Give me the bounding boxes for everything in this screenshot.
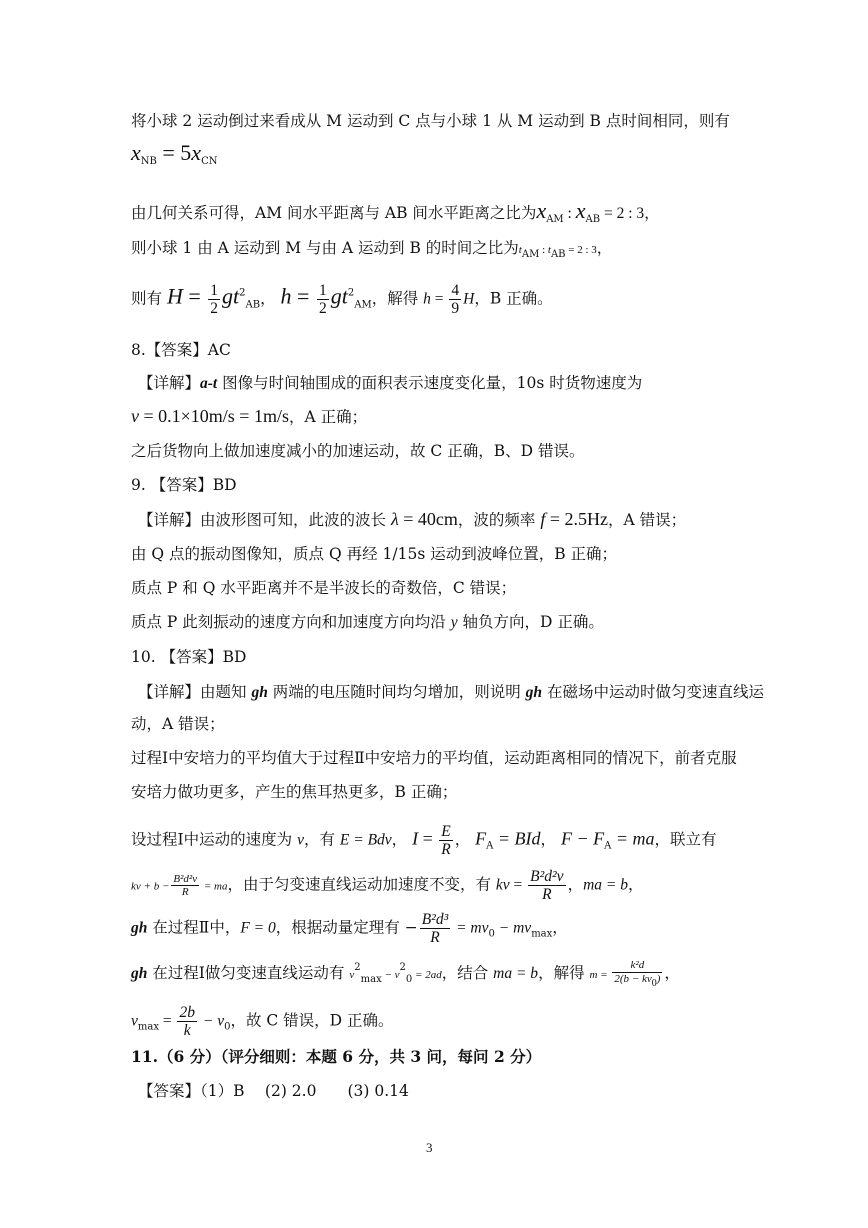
equation-line: $v_{max}$ = $\frac{2b}{k}$ − $v_0$，故 C 错误，D 正确。	[131, 1004, 394, 1040]
text-line: 动，A 错误；	[131, 715, 225, 733]
text-line: 则小球 1 由 A 运动到 M 与由 A 运动到 B 的时间之比为$t_{AM}$ : $t_{AB} = 2$ : 3，	[131, 239, 613, 260]
text-line: 由几何关系可得，AM 间水平距离与 AB 间水平距离之比为$x_{AM}$ : $x_{AB} = 2$ : 3，	[131, 198, 660, 225]
answer-heading: 10. 【答案】BD	[131, 648, 247, 666]
text-line: 由 Q 点的振动图像知，质点 Q 再经 1/15s 运动到波峰位置，B 正确；	[131, 545, 618, 563]
text-line: 【详解】a-t 图像与时间轴围成的面积表示速度变化量，10s 时货物速度为	[138, 374, 643, 392]
text-line: 之后货物向上做加速度减小的加速运动，故 C 正确，B、D 错误。	[131, 442, 585, 460]
question-heading: 11.（6 分）（评分细则：本题 6 分，共 3 问，每问 2 分）	[131, 1047, 542, 1066]
equation-line: 设过程Ⅰ中运动的速度为 v，有 E = Bdv， I = $\frac{E}{R}$ ， $F_A$ = BId， $F - F_A$ = ma，联立有	[131, 823, 717, 859]
equation-line: v = 0.1×10m/s = 1m/s，A 正确；	[131, 406, 368, 426]
page-number: 3	[426, 1140, 433, 1155]
equation-line: 则有 H = $\frac{1}{2}$ $gt^2_{AB}$， h = $\frac{1}{2}$ $gt^2_{AM}$，解得 h = $\frac{4}{9}$ H，B 正确。	[131, 282, 553, 318]
text-line: 质点 P 此刻振动的速度方向和加速度方向均沿 y 轴负方向，D 正确。	[131, 613, 604, 631]
text-line: 【详解】由题知 gh 两端的电压随时间均匀增加，则说明 gh 在磁场中运动时做匀变速直线运	[138, 683, 764, 701]
answer-heading: 8.【答案】AC	[131, 341, 231, 359]
answer-heading: 9. 【答案】BD	[131, 476, 237, 494]
equation-xnb: $x_{NB} = 5x_{CN}$	[131, 140, 218, 167]
text-line: 安培力做功更多，产生的焦耳热更多，B 正确；	[131, 783, 458, 801]
text-line: 质点 P 和 Q 水平距离并不是半波长的奇数倍，C 错误；	[131, 579, 517, 597]
equation-line: gh 在过程Ⅱ中，F = 0，根据动量定理有 − $\frac{\text{B²d³}}{R}$ = $mv_0 - mv_{max}$，	[131, 911, 568, 947]
equation-line: gh 在过程Ⅰ做匀变速直线运动有 $v^2_{max} - v^2_0 = 2ad$，结合 ma = b，解得 m = $\frac{\text{k²d}}{2(b - kv0)}$ ，	[131, 959, 680, 989]
text-line: 【详解】由波形图可知，此波的波长 λ = 40cm，波的频率 f = 2.5Hz，A 错误；	[138, 509, 687, 529]
text-line: 过程Ⅰ中安培力的平均值大于过程Ⅱ中安培力的平均值，运动距离相同的情况下，前者克服	[131, 749, 737, 767]
equation-line: kv + b − $\frac{\text{B²d²v}}{R}$ = ma，由于匀变速直线运动加速度不变，有 kv = $\frac{\text{B²d²v}}{R}$ ，ma = b，	[131, 868, 644, 904]
text-line: 将小球 2 运动倒过来看成从 M 运动到 C 点与小球 1 从 M 运动到 B 点时间相同，则有	[131, 112, 730, 130]
answer-line: 【答案】（1）B (2) 2.0 (3) 0.14	[138, 1082, 409, 1100]
